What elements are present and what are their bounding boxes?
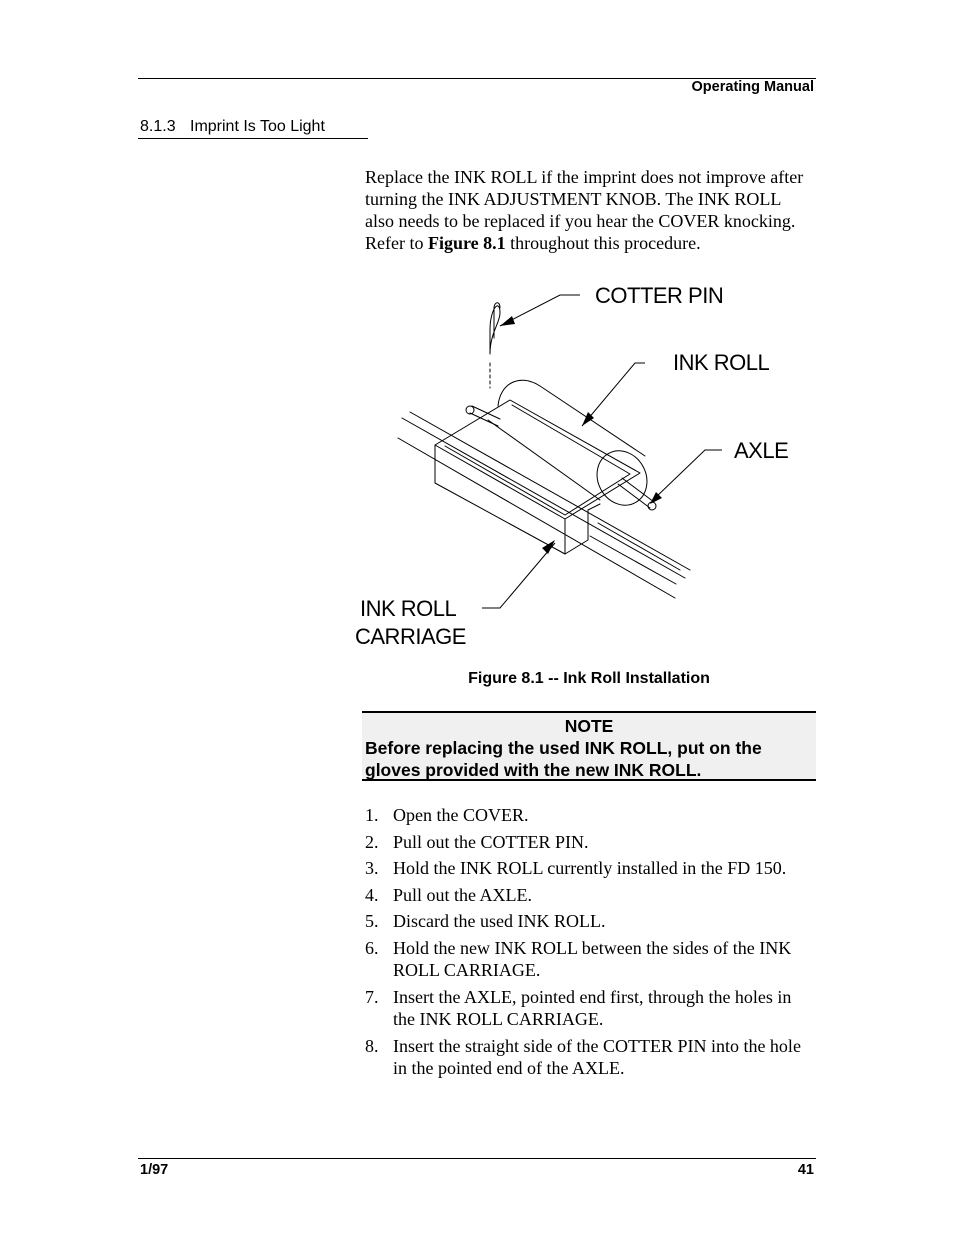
section-number: 8.1.3	[140, 118, 176, 135]
procedure-steps	[365, 804, 815, 1084]
step-number: 8.	[365, 1035, 379, 1056]
list-item	[365, 857, 815, 880]
intro-text-2: throughout this procedure.	[505, 233, 701, 253]
list-item	[365, 937, 815, 982]
list-item	[365, 1035, 815, 1080]
step-text: Hold the new INK ROLL between the sides of the INK ROLL CARRIAGE.	[393, 937, 792, 980]
label-ink-roll: INK ROLL	[673, 350, 770, 375]
figure-reference: Figure 8.1	[427, 233, 506, 253]
section-rule	[138, 138, 368, 139]
section-heading	[140, 118, 325, 136]
section-title: Imprint Is Too Light	[190, 118, 325, 135]
footer-rule	[138, 1158, 816, 1159]
list-item	[365, 831, 815, 854]
step-text: Open the COVER.	[393, 805, 529, 825]
step-number: 1.	[365, 805, 379, 825]
step-text: Insert the straight side of the COTTER PIN into the hole in the pointed end of the AXLE.	[393, 1035, 801, 1078]
intro-text-1: Replace the INK ROLL if the imprint does not improve after turning the INK ADJUSTMENT KNOB. The INK ROLL also needs to be replaced if you hear the COVER knocking. Refer to	[365, 167, 804, 253]
label-carriage-line2: CARRIAGE	[355, 624, 466, 649]
step-text: Pull out the COTTER PIN.	[393, 831, 589, 852]
note-body: Before replacing the used INK ROLL, put on the gloves provided with the new INK ROLL.	[365, 738, 762, 780]
step-number: 7.	[365, 986, 379, 1007]
note-box	[362, 711, 816, 781]
list-item	[365, 986, 815, 1031]
step-text: Insert the AXLE, pointed end first, through the holes in the INK ROLL CARRIAGE.	[393, 986, 792, 1029]
step-text: Hold the INK ROLL currently installed in the FD 150.	[393, 858, 787, 878]
page-number: 41	[797, 1162, 814, 1178]
step-number: 4.	[365, 884, 379, 905]
label-cotter-pin: COTTER PIN	[595, 283, 724, 308]
header-title: Operating Manual	[691, 79, 814, 95]
intro-paragraph	[365, 166, 805, 254]
step-number: 6.	[365, 937, 379, 958]
list-item	[365, 804, 815, 827]
step-text: Pull out the AXLE.	[393, 884, 532, 905]
figure-caption: Figure 8.1 -- Ink Roll Installation	[468, 670, 710, 687]
list-item	[365, 884, 815, 907]
footer-date: 1/97	[140, 1162, 169, 1178]
step-text: Discard the used INK ROLL.	[393, 911, 606, 931]
ink-roll-diagram	[350, 278, 810, 658]
list-item	[365, 910, 815, 933]
step-number: 3.	[365, 858, 379, 878]
step-number: 2.	[365, 831, 379, 852]
step-number: 5.	[365, 911, 379, 931]
ink-roll-figure	[350, 278, 810, 658]
label-carriage-line1: INK ROLL	[360, 596, 457, 621]
note-title: NOTE	[564, 716, 614, 736]
label-axle: AXLE	[734, 438, 789, 463]
